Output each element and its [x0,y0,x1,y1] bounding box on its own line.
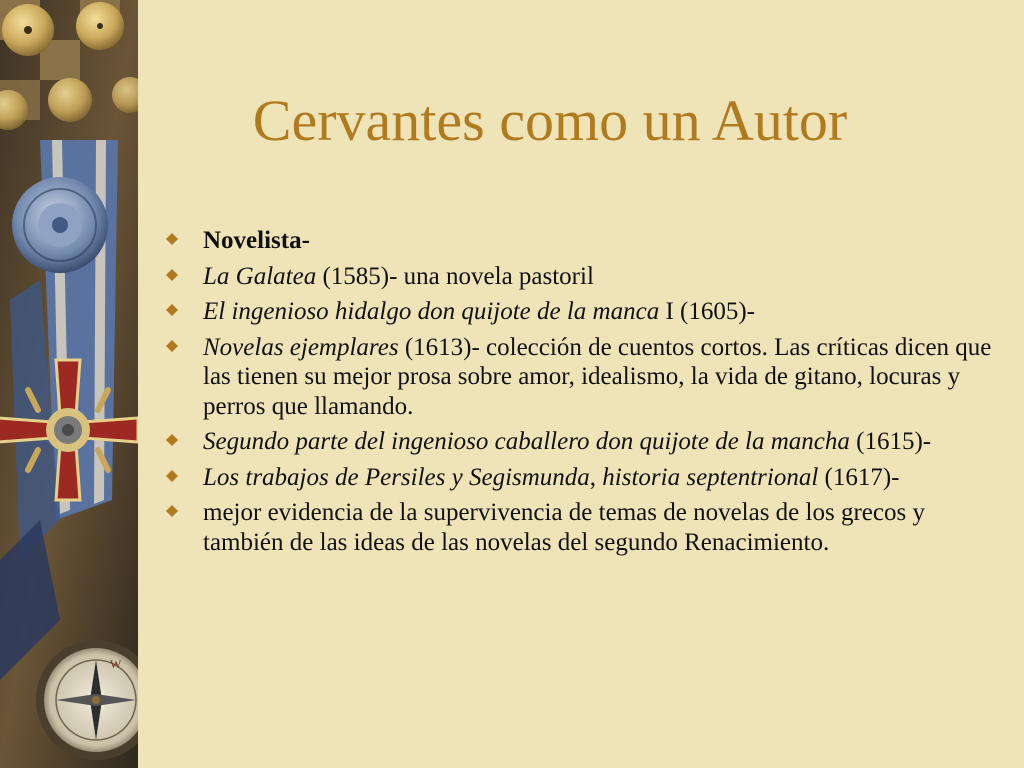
bullet-text: I (1605)- [659,298,756,325]
svg-text:W: W [110,657,122,671]
list-item [166,297,1006,327]
list-item [166,333,1006,422]
bullet-bold-text: Novelista- [203,227,310,254]
diamond-bullet-icon [166,304,178,316]
diamond-bullet-icon [166,269,178,281]
list-item [166,427,1006,457]
diamond-bullet-icon [166,340,178,352]
diamond-bullet-icon [166,434,178,446]
bullet-list [166,226,1006,563]
list-item [166,226,1006,256]
list-item [166,498,1006,557]
book-title: Segundo parte del ingenioso caballero don quijote de la mancha [203,428,850,455]
bullet-text: (1613)- colección de cuentos cortos. Las críticas dicen que las tienen su mejor prosa sobre amor, idealismo, la vida de gitano, locuras y perros que llamando. [203,333,992,420]
book-title: Los trabajos de Persiles y Segismunda [203,463,590,491]
bullet-text: (1615)- [849,428,932,455]
slide-title: Cervantes como un Autor [252,88,848,153]
book-title: La Galatea [203,262,317,290]
bullet-text: mejor evidencia de la supervivencia de temas de novelas de los grecos y también de las ideas de las novelas del segundo Renacimiento. [203,499,925,556]
list-item [166,262,1006,292]
list-item [166,463,1006,493]
diamond-bullet-icon [166,505,178,517]
bullet-text: (1617)- [818,463,900,491]
bullet-text: (1585)- una novela pastoril [316,262,594,290]
book-title: El ingenioso hidalgo don quijote de la manca [203,298,660,325]
medal-and-compass-collage-icon [0,0,138,768]
diamond-bullet-icon [166,470,178,482]
bullet-separator: , [589,463,603,491]
diamond-bullet-icon [166,233,178,245]
book-subtitle: historia septentrional [602,463,819,491]
book-title: Novelas ejemplares [203,333,399,361]
